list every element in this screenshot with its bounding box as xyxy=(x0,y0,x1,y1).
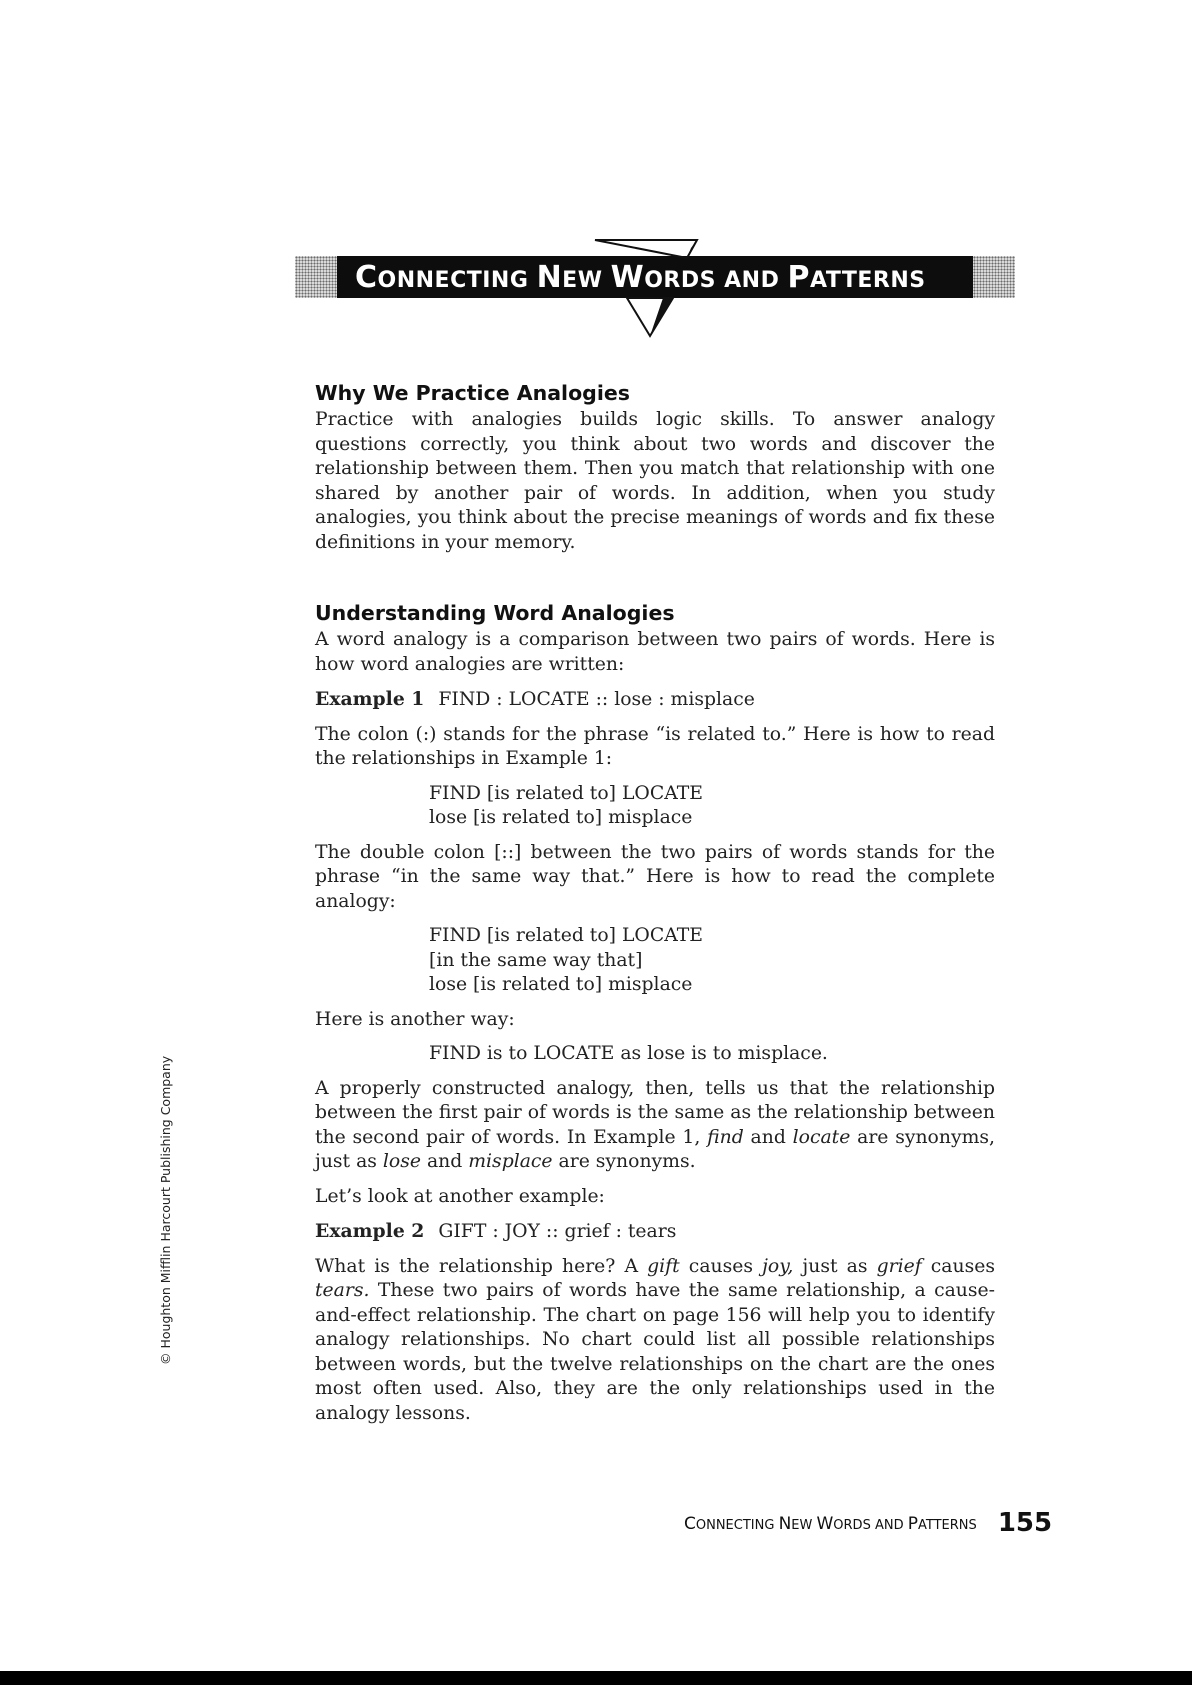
section-heading-why: Why We Practice Analogies xyxy=(315,381,630,405)
example-1 xyxy=(315,687,995,713)
reading-line: lose [is related to] misplace xyxy=(429,974,693,995)
example-1-label: Example 1 xyxy=(315,688,425,710)
reading-line: lose [is related to] misplace xyxy=(429,807,693,828)
example-2-label: Example 2 xyxy=(315,1220,425,1242)
page-bottom-edge xyxy=(0,1671,1192,1685)
reading-line: FIND [is related to] LOCATE xyxy=(429,925,703,946)
intro-paragraph: A word analogy is a comparison between two pairs of words. Here is how word analogies are written: xyxy=(315,629,995,675)
example-2 xyxy=(315,1219,995,1245)
another-way-line: FIND is to LOCATE as lose is to misplace. xyxy=(429,1043,828,1064)
page-footer xyxy=(684,1508,1052,1538)
page-number: 155 xyxy=(997,1508,1053,1538)
reading-line: [in the same way that] xyxy=(429,949,643,971)
banner-left-texture xyxy=(295,256,337,298)
properly-paragraph: A properly constructed analogy, then, tells us that the relationship between the first pair of words is the same as the relationship between the second pair of words. In Example 1, find and locate are synonyms, just as lose and misplace are synonyms. xyxy=(315,1077,995,1172)
banner-triangle-bottom-icon xyxy=(625,296,675,338)
running-head: CONNECTING NEW WORDS AND PATTERNS xyxy=(684,1514,977,1534)
main-content xyxy=(315,380,995,1426)
another-way-text: Here is another way: xyxy=(315,1008,515,1030)
copyright-notice: © Houghton Mifflin Harcourt Publishing Company xyxy=(158,1055,173,1365)
example-2-text: GIFT : JOY :: grief : tears xyxy=(438,1221,677,1242)
reading-block-2 xyxy=(315,924,995,998)
banner-right-texture xyxy=(973,256,1015,298)
relationship-paragraph: What is the relationship here? A gift causes joy, just as grief causes tears. These two pairs of words have the same relationship, a cause-and-effect relationship. The chart on page 156 will help you to identify analogy relationships. No chart could list all possible relationships between words, but the twelve relationships on the chart are the ones most often used. Also, they are the only relationships used in the analogy lessons. xyxy=(315,1255,995,1424)
colon-paragraph: The colon (:) stands for the phrase “is related to.” Here is how to read the relationships in Example 1: xyxy=(315,723,995,769)
double-colon-paragraph: The double colon [::] between the two pairs of words stands for the phrase “in the same way that.” Here is how to read the complete analogy: xyxy=(315,841,995,912)
title-banner xyxy=(295,230,1015,340)
lets-look-text: Let’s look at another example: xyxy=(315,1185,605,1207)
reading-block-1 xyxy=(315,782,995,831)
banner-title: CONNECTING NEW WORDS AND PATTERNS xyxy=(355,260,926,295)
section-heading-understanding: Understanding Word Analogies xyxy=(315,601,675,625)
example-1-text: FIND : LOCATE :: lose : misplace xyxy=(438,689,755,710)
why-paragraph: Practice with analogies builds logic skills. To answer analogy questions correctly, you think about two words and discover the relationship between them. Then you match that relationship with one shared by another pair of words. In addition, when you study analogies, you think about the precise meanings of words and fix these definitions in your memory. xyxy=(315,409,995,553)
reading-line: FIND [is related to] LOCATE xyxy=(429,782,703,804)
